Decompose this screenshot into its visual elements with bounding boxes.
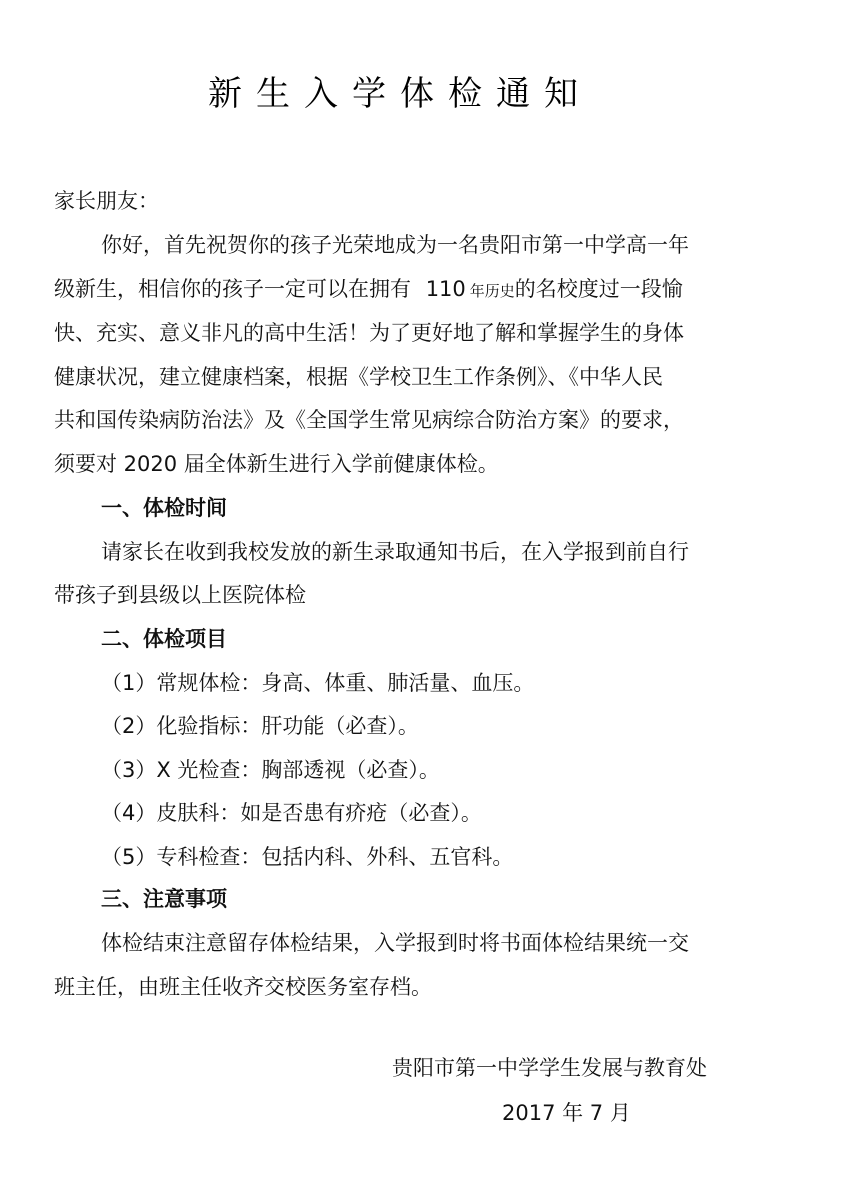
intro-line-4: 健康状况，建立健康档案，根据《学校卫生工作条例》、《中华人民 (54, 365, 663, 389)
exam-item-2: （2）化验指标：肝功能（必查）。 (101, 714, 419, 738)
intro-line-2-text: 级新生，相信你的孩子一定可以在拥有 (54, 277, 411, 301)
exam-item-5: （5）专科检查：包括内科、外科、五官科。 (101, 845, 514, 869)
page-title: 新生入学体检通知 (208, 74, 592, 114)
section-notes-line-1: 体检结束注意留存体检结果，入学报到时将书面体检结果统一交 (101, 931, 689, 955)
section-time-line-2: 带孩子到县级以上医院体检 (54, 583, 306, 607)
section-notes-line-2: 班主任，由班主任收齐交校医务室存档。 (54, 975, 432, 999)
section-heading-time: 一、体检时间 (101, 496, 227, 520)
intro-line-6: 须要对 2020 届全体新生进行入学前健康体检。 (54, 452, 499, 476)
section-heading-items: 二、体检项目 (101, 627, 227, 651)
intro-line-1: 你好，首先祝贺你的孩子光荣地成为一名贵阳市第一中学高一年 (101, 233, 689, 257)
salutation: 家长朋友： (54, 189, 159, 213)
exam-item-4: （4）皮肤科：如是否患有疥疮（必查）。 (101, 801, 482, 825)
exam-item-3: （3）X 光检查：胸部透视（必查）。 (101, 758, 440, 782)
intro-line-2-number: 110 (425, 277, 466, 301)
signature-org: 贵阳市第一中学学生发展与教育处 (392, 1056, 707, 1080)
exam-item-1: （1）常规体检：身高、体重、肺活量、血压。 (101, 671, 535, 695)
intro-line-2 (54, 274, 754, 306)
section-time-line-1: 请家长在收到我校发放的新生录取通知书后，在入学报到前自行 (101, 540, 689, 564)
intro-line-2-small: 年历史 (469, 282, 515, 300)
signature-date: 2017 年 7 月 (502, 1101, 631, 1125)
intro-line-2-tail: 的名校度过一段愉 (514, 277, 683, 301)
intro-line-3: 快、充实、意义非凡的高中生活！为了更好地了解和掌握学生的身体 (54, 321, 684, 345)
intro-line-5: 共和国传染病防治法》及《全国学生常见病综合防治方案》的要求， (54, 408, 684, 432)
section-heading-notes: 三、注意事项 (101, 887, 227, 911)
